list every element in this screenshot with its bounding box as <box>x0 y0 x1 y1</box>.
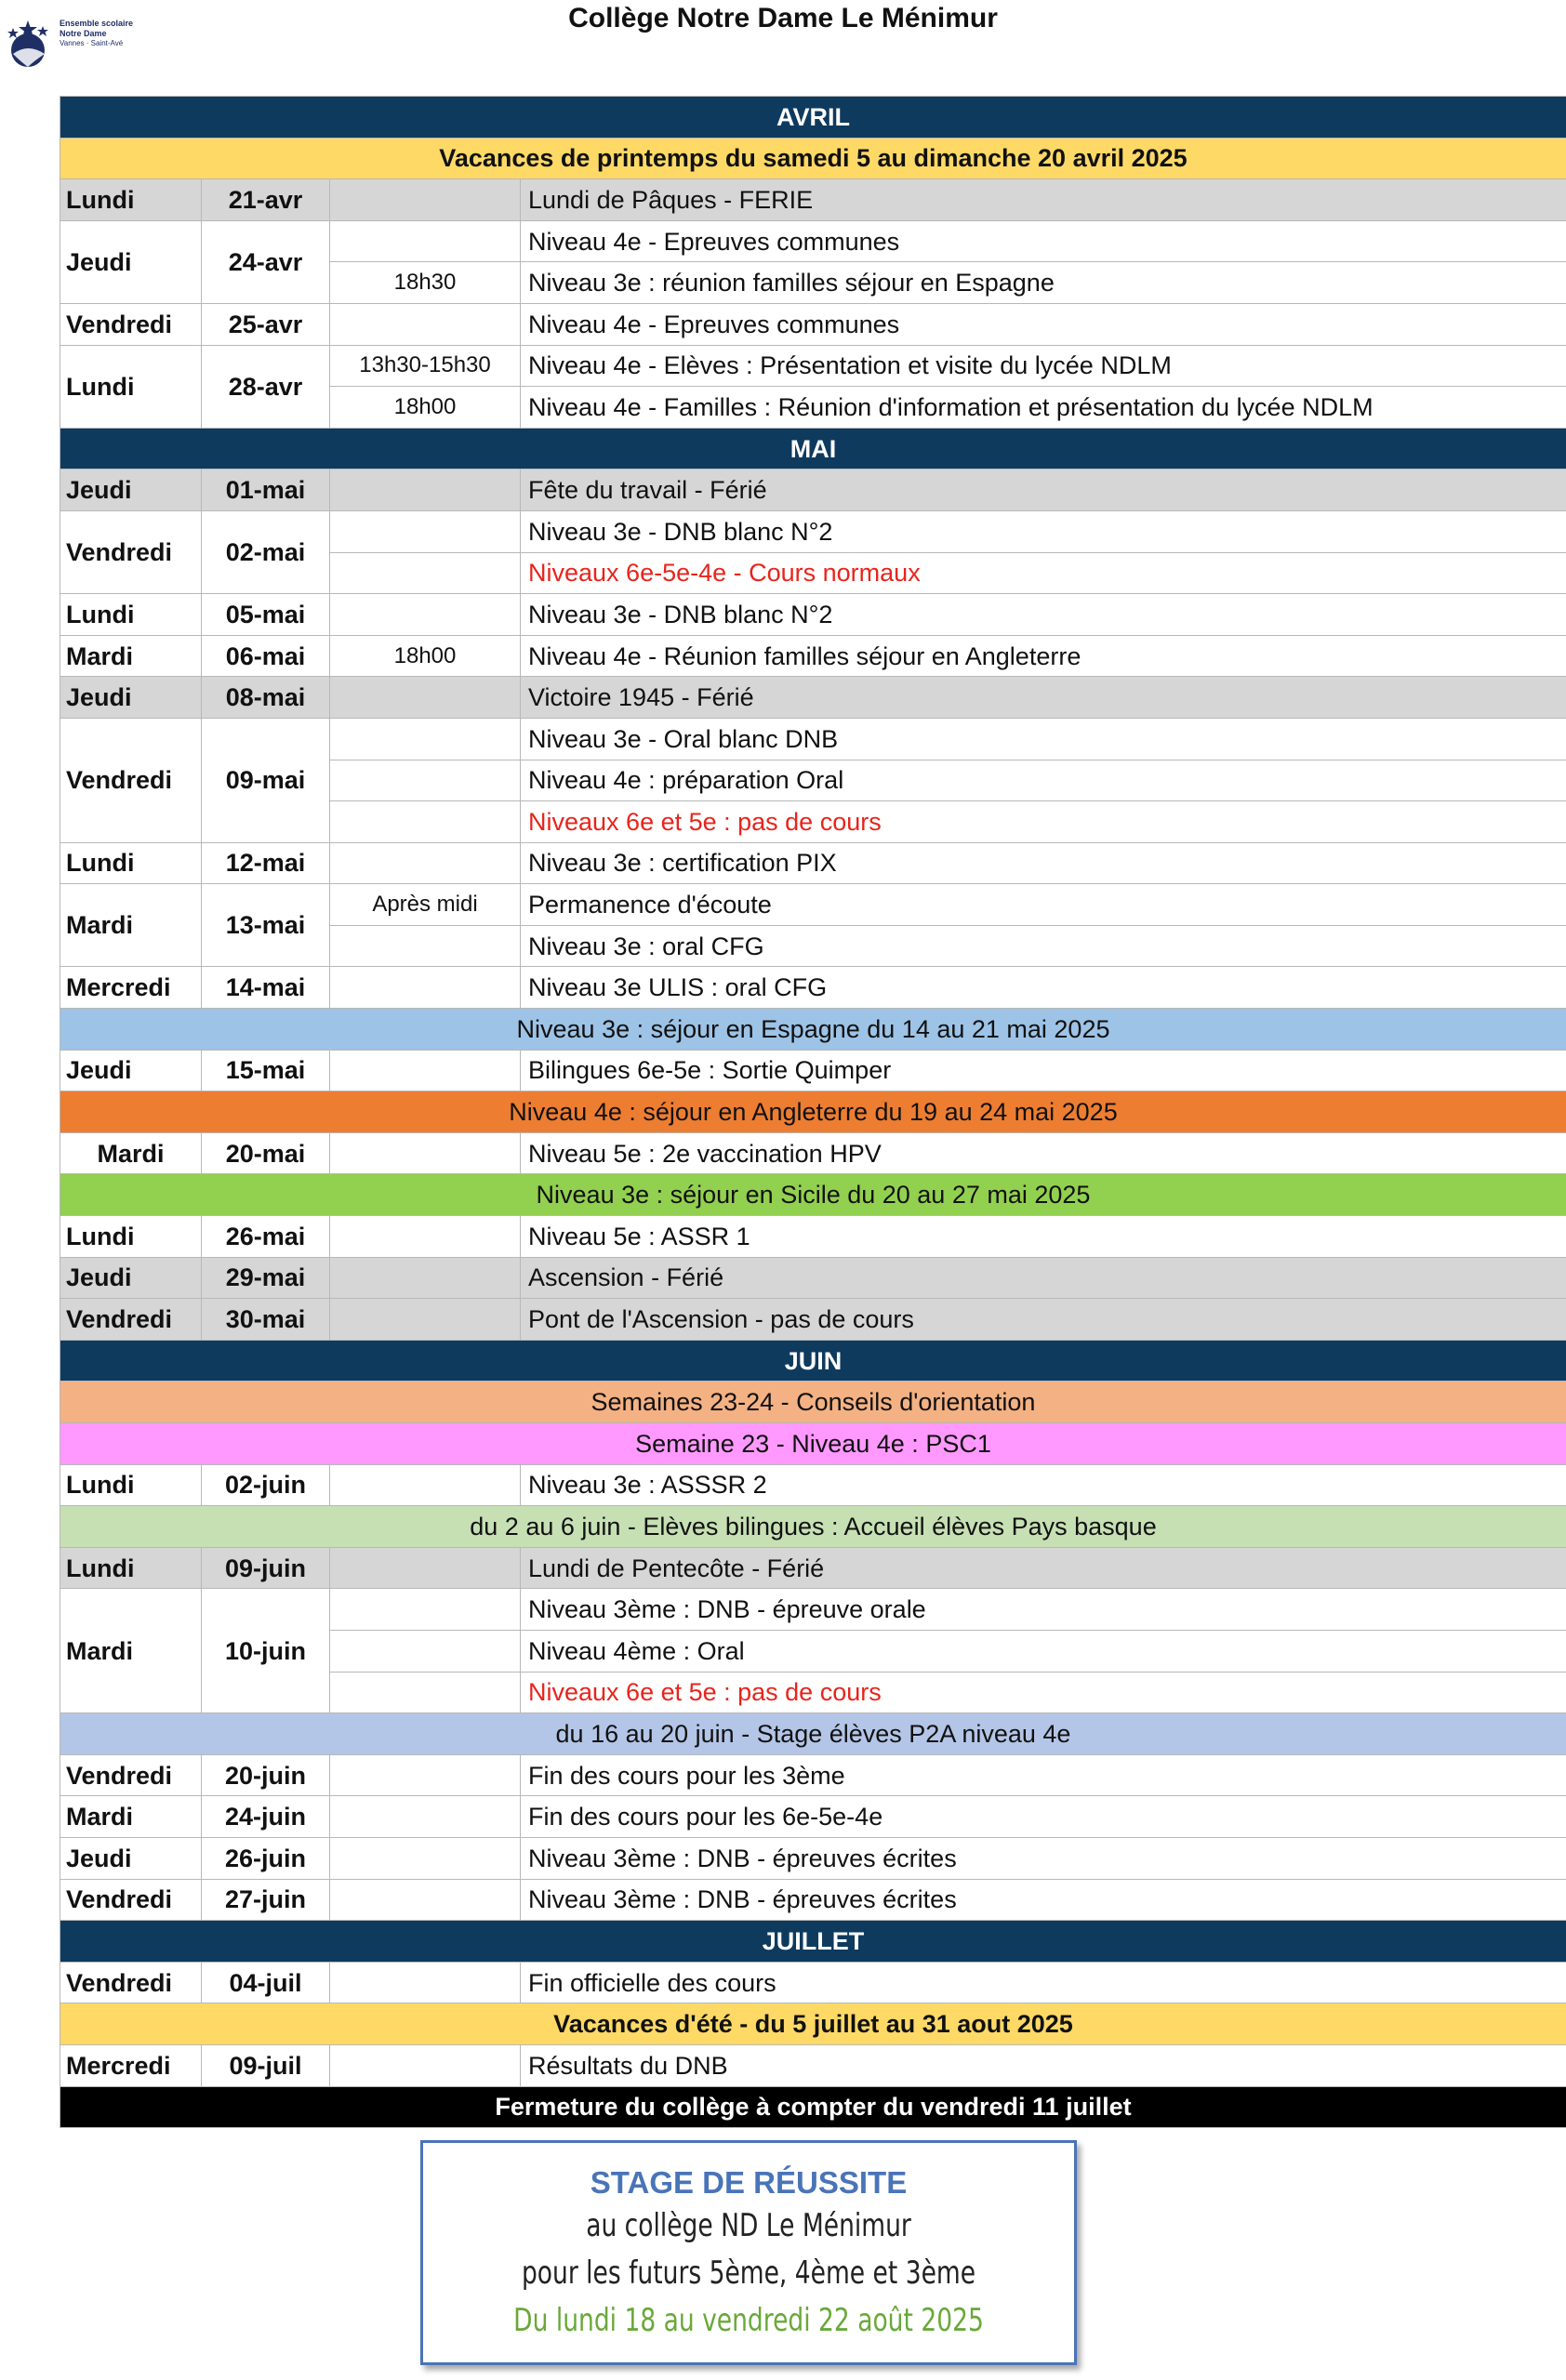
day-cell: Lundi <box>60 345 202 428</box>
event-cell: Niveau 4e - Elèves : Présentation et visite du lycée NDLM <box>521 345 1566 387</box>
day-cell: Lundi <box>60 594 202 636</box>
date-cell: 02-mai <box>202 510 330 593</box>
event-cell: Ascension - Férié <box>521 1257 1566 1299</box>
day-cell: Jeudi <box>60 220 202 303</box>
date-cell: 12-mai <box>202 842 330 884</box>
date-cell: 21-avr <box>202 179 330 221</box>
table-row <box>60 842 1566 884</box>
table-row <box>60 718 1566 760</box>
date-cell: 05-mai <box>202 594 330 636</box>
table-row <box>60 220 1566 262</box>
day-cell: Jeudi <box>60 677 202 719</box>
time-cell <box>330 1796 521 1838</box>
event-cell: Fête du travail - Férié <box>521 469 1566 511</box>
date-cell: 06-mai <box>202 635 330 677</box>
table-row <box>60 1796 1566 1838</box>
day-cell: Mercredi <box>60 967 202 1009</box>
table-row <box>60 635 1566 677</box>
table-row <box>60 179 1566 221</box>
time-cell <box>330 842 521 884</box>
day-cell: Lundi <box>60 1464 202 1506</box>
time-cell <box>330 1050 521 1091</box>
event-cell: Niveau 3ème : DNB - épreuves écrites <box>521 1879 1566 1921</box>
time-cell <box>330 552 521 594</box>
time-cell <box>330 1754 521 1796</box>
date-cell: 09-juin <box>202 1547 330 1589</box>
event-cell-cancelled: Niveaux 6e et 5e : pas de cours <box>521 801 1566 843</box>
day-cell: Jeudi <box>60 1257 202 1299</box>
time-cell <box>330 594 521 636</box>
time-cell <box>330 1257 521 1299</box>
date-cell: 04-juil <box>202 1962 330 2003</box>
event-cell: Niveau 3e ULIS : oral CFG <box>521 967 1566 1009</box>
table-row <box>60 510 1566 552</box>
closing-banner <box>60 2086 1566 2128</box>
month-header-may <box>60 428 1566 469</box>
table-row <box>60 1257 1566 1299</box>
banner-psc1 <box>60 1423 1566 1465</box>
event-cell: Niveau 5e : 2e vaccination HPV <box>521 1132 1566 1174</box>
time-cell <box>330 510 521 552</box>
day-cell: Lundi <box>60 1547 202 1589</box>
day-cell: Jeudi <box>60 469 202 511</box>
banner-text: du 2 au 6 juin - Elèves bilingues : Accueil élèves Pays basque <box>60 1506 1566 1548</box>
date-cell: 29-mai <box>202 1257 330 1299</box>
day-cell: Mercredi <box>60 2044 202 2086</box>
date-cell: 28-avr <box>202 345 330 428</box>
date-cell: 24-juin <box>202 1796 330 1838</box>
table-row <box>60 1547 1566 1589</box>
event-cell: Niveau 4e - Epreuves communes <box>521 303 1566 345</box>
event-cell: Niveau 4e - Familles : Réunion d'information et présentation du lycée NDLM <box>521 387 1566 429</box>
logo-text-line-1: Ensemble scolaire <box>60 19 134 28</box>
time-cell <box>330 677 521 719</box>
page-header <box>0 0 1566 93</box>
date-cell: 20-juin <box>202 1754 330 1796</box>
date-cell: 14-mai <box>202 967 330 1009</box>
logo-text-line-3: Vannes · Saint-Avé <box>60 39 124 47</box>
banner-spain-trip <box>60 1009 1566 1051</box>
time-cell <box>330 718 521 760</box>
event-cell: Niveau 4ème : Oral <box>521 1630 1566 1672</box>
table-row <box>60 1962 1566 2003</box>
event-cell: Niveau 3e : certification PIX <box>521 842 1566 884</box>
date-cell: 26-mai <box>202 1216 330 1258</box>
month-header-july <box>60 1921 1566 1963</box>
banner-text: Vacances de printemps du samedi 5 au dimanche 20 avril 2025 <box>60 138 1566 179</box>
time-cell <box>330 1547 521 1589</box>
event-cell: Niveau 3e - DNB blanc N°2 <box>521 510 1566 552</box>
stage-location: au collège ND Le Ménimur <box>586 2207 911 2244</box>
time-cell <box>330 1132 521 1174</box>
event-cell: Lundi de Pentecôte - Férié <box>521 1547 1566 1589</box>
time-cell: 18h00 <box>330 387 521 429</box>
event-cell: Niveau 3e - DNB blanc N°2 <box>521 594 1566 636</box>
time-cell <box>330 760 521 801</box>
time-cell <box>330 1589 521 1631</box>
event-cell: Niveau 3e : oral CFG <box>521 925 1566 967</box>
table-row <box>60 469 1566 511</box>
day-cell: Vendredi <box>60 1299 202 1341</box>
date-cell: 24-avr <box>202 220 330 303</box>
time-cell <box>330 303 521 345</box>
closing-text: Fermeture du collège à compter du vendredi 11 juillet <box>60 2086 1566 2128</box>
time-cell <box>330 2044 521 2086</box>
table-row <box>60 1879 1566 1921</box>
time-cell: Après midi <box>330 884 521 926</box>
day-cell: Mardi <box>60 884 202 967</box>
table-row <box>60 1216 1566 1258</box>
date-cell: 27-juin <box>202 1879 330 1921</box>
day-cell: Lundi <box>60 1216 202 1258</box>
event-cell: Victoire 1945 - Férié <box>521 677 1566 719</box>
event-cell: Niveau 4e - Epreuves communes <box>521 220 1566 262</box>
event-cell: Niveau 3e : réunion familles séjour en Espagne <box>521 262 1566 304</box>
event-cell: Permanence d'écoute <box>521 884 1566 926</box>
time-cell: 18h30 <box>330 262 521 304</box>
table-row <box>60 1837 1566 1879</box>
banner-text: Semaines 23-24 - Conseils d'orientation <box>60 1382 1566 1423</box>
table-row <box>60 1132 1566 1174</box>
time-cell <box>330 1630 521 1672</box>
date-cell: 09-juil <box>202 2044 330 2086</box>
stage-dates: Du lundi 18 au vendredi 22 août 2025 <box>513 2302 984 2339</box>
event-cell: Résultats du DNB <box>521 2044 1566 2086</box>
event-cell: Fin officielle des cours <box>521 1962 1566 2003</box>
event-cell: Fin des cours pour les 3ème <box>521 1754 1566 1796</box>
event-cell-cancelled: Niveaux 6e-5e-4e - Cours normaux <box>521 552 1566 594</box>
day-cell: Vendredi <box>60 510 202 593</box>
time-cell <box>330 179 521 221</box>
table-row <box>60 1589 1566 1631</box>
time-cell <box>330 1672 521 1713</box>
banner-april-vacation <box>60 138 1566 179</box>
event-cell: Bilingues 6e-5e : Sortie Quimper <box>521 1050 1566 1091</box>
stage-reussite-box <box>420 2140 1077 2365</box>
banner-text: Vacances d'été - du 5 juillet au 31 aout 2025 <box>60 2003 1566 2045</box>
day-cell: Jeudi <box>60 1050 202 1091</box>
time-cell: 18h00 <box>330 635 521 677</box>
day-cell: Vendredi <box>60 303 202 345</box>
date-cell: 30-mai <box>202 1299 330 1341</box>
table-row <box>60 345 1566 387</box>
month-label: AVRIL <box>60 97 1566 139</box>
table-row <box>60 594 1566 636</box>
day-cell: Vendredi <box>60 1962 202 2003</box>
time-cell <box>330 801 521 843</box>
date-cell: 13-mai <box>202 884 330 967</box>
day-cell: Vendredi <box>60 718 202 842</box>
table-row <box>60 2044 1566 2086</box>
month-header-june <box>60 1340 1566 1382</box>
time-cell: 13h30-15h30 <box>330 345 521 387</box>
page-title: Collège Notre Dame Le Ménimur <box>568 3 998 33</box>
banner-text: Semaine 23 - Niveau 4e : PSC1 <box>60 1423 1566 1465</box>
event-cell: Niveau 4e : préparation Oral <box>521 760 1566 801</box>
date-cell: 20-mai <box>202 1132 330 1174</box>
table-row <box>60 303 1566 345</box>
table-row <box>60 677 1566 719</box>
table-row <box>60 1299 1566 1341</box>
banner-text: Niveau 4e : séjour en Angleterre du 19 au 24 mai 2025 <box>60 1091 1566 1133</box>
event-cell: Niveau 4e - Réunion familles séjour en Angleterre <box>521 635 1566 677</box>
day-cell: Mardi <box>60 635 202 677</box>
banner-text: Niveau 3e : séjour en Sicile du 20 au 27 mai 2025 <box>60 1174 1566 1216</box>
time-cell <box>330 1962 521 2003</box>
date-cell: 01-mai <box>202 469 330 511</box>
date-cell: 26-juin <box>202 1837 330 1879</box>
table-row <box>60 1050 1566 1091</box>
time-cell <box>330 1216 521 1258</box>
time-cell <box>330 1299 521 1341</box>
banner-sicily-trip <box>60 1174 1566 1216</box>
time-cell <box>330 925 521 967</box>
month-header-april <box>60 97 1566 139</box>
day-cell: Lundi <box>60 842 202 884</box>
event-cell-cancelled: Niveaux 6e et 5e : pas de cours <box>521 1672 1566 1713</box>
date-cell: 09-mai <box>202 718 330 842</box>
time-cell <box>330 967 521 1009</box>
time-cell <box>330 469 521 511</box>
day-cell: Jeudi <box>60 1837 202 1879</box>
event-cell: Niveau 3ème : DNB - épreuves écrites <box>521 1837 1566 1879</box>
time-cell <box>330 1464 521 1506</box>
event-cell: Lundi de Pâques - FERIE <box>521 179 1566 221</box>
table-row <box>60 1754 1566 1796</box>
day-cell: Vendredi <box>60 1754 202 1796</box>
event-cell: Fin des cours pour les 6e-5e-4e <box>521 1796 1566 1838</box>
banner-orientation <box>60 1382 1566 1423</box>
banner-bilingual <box>60 1506 1566 1548</box>
stage-title: STAGE DE RÉUSSITE <box>590 2165 908 2200</box>
banner-england-trip <box>60 1091 1566 1133</box>
table-row <box>60 1464 1566 1506</box>
month-label: MAI <box>60 428 1566 469</box>
logo-text-line-2: Notre Dame <box>60 29 107 38</box>
time-cell <box>330 220 521 262</box>
day-cell: Mardi <box>60 1132 202 1174</box>
banner-p2a-internship <box>60 1713 1566 1755</box>
date-cell: 15-mai <box>202 1050 330 1091</box>
event-cell: Niveau 3e : ASSSR 2 <box>521 1464 1566 1506</box>
day-cell: Mardi <box>60 1589 202 1713</box>
date-cell: 02-juin <box>202 1464 330 1506</box>
date-cell: 10-juin <box>202 1589 330 1713</box>
day-cell: Mardi <box>60 1796 202 1838</box>
event-cell: Pont de l'Ascension - pas de cours <box>521 1299 1566 1341</box>
table-row <box>60 967 1566 1009</box>
stage-audience: pour les futurs 5ème, 4ème et 3ème <box>521 2254 976 2292</box>
month-label: JUIN <box>60 1340 1566 1382</box>
time-cell <box>330 1837 521 1879</box>
time-cell <box>330 1879 521 1921</box>
event-cell: Niveau 3e - Oral blanc DNB <box>521 718 1566 760</box>
event-cell: Niveau 3ème : DNB - épreuve orale <box>521 1589 1566 1631</box>
day-cell: Lundi <box>60 179 202 221</box>
calendar-table <box>60 96 1566 2128</box>
banner-summer-vacation <box>60 2003 1566 2045</box>
date-cell: 25-avr <box>202 303 330 345</box>
table-row <box>60 884 1566 926</box>
banner-text: Niveau 3e : séjour en Espagne du 14 au 21 mai 2025 <box>60 1009 1566 1051</box>
date-cell: 08-mai <box>202 677 330 719</box>
event-cell: Niveau 5e : ASSR 1 <box>521 1216 1566 1258</box>
day-cell: Vendredi <box>60 1879 202 1921</box>
banner-text: du 16 au 20 juin - Stage élèves P2A niveau 4e <box>60 1713 1566 1755</box>
month-label: JUILLET <box>60 1921 1566 1963</box>
